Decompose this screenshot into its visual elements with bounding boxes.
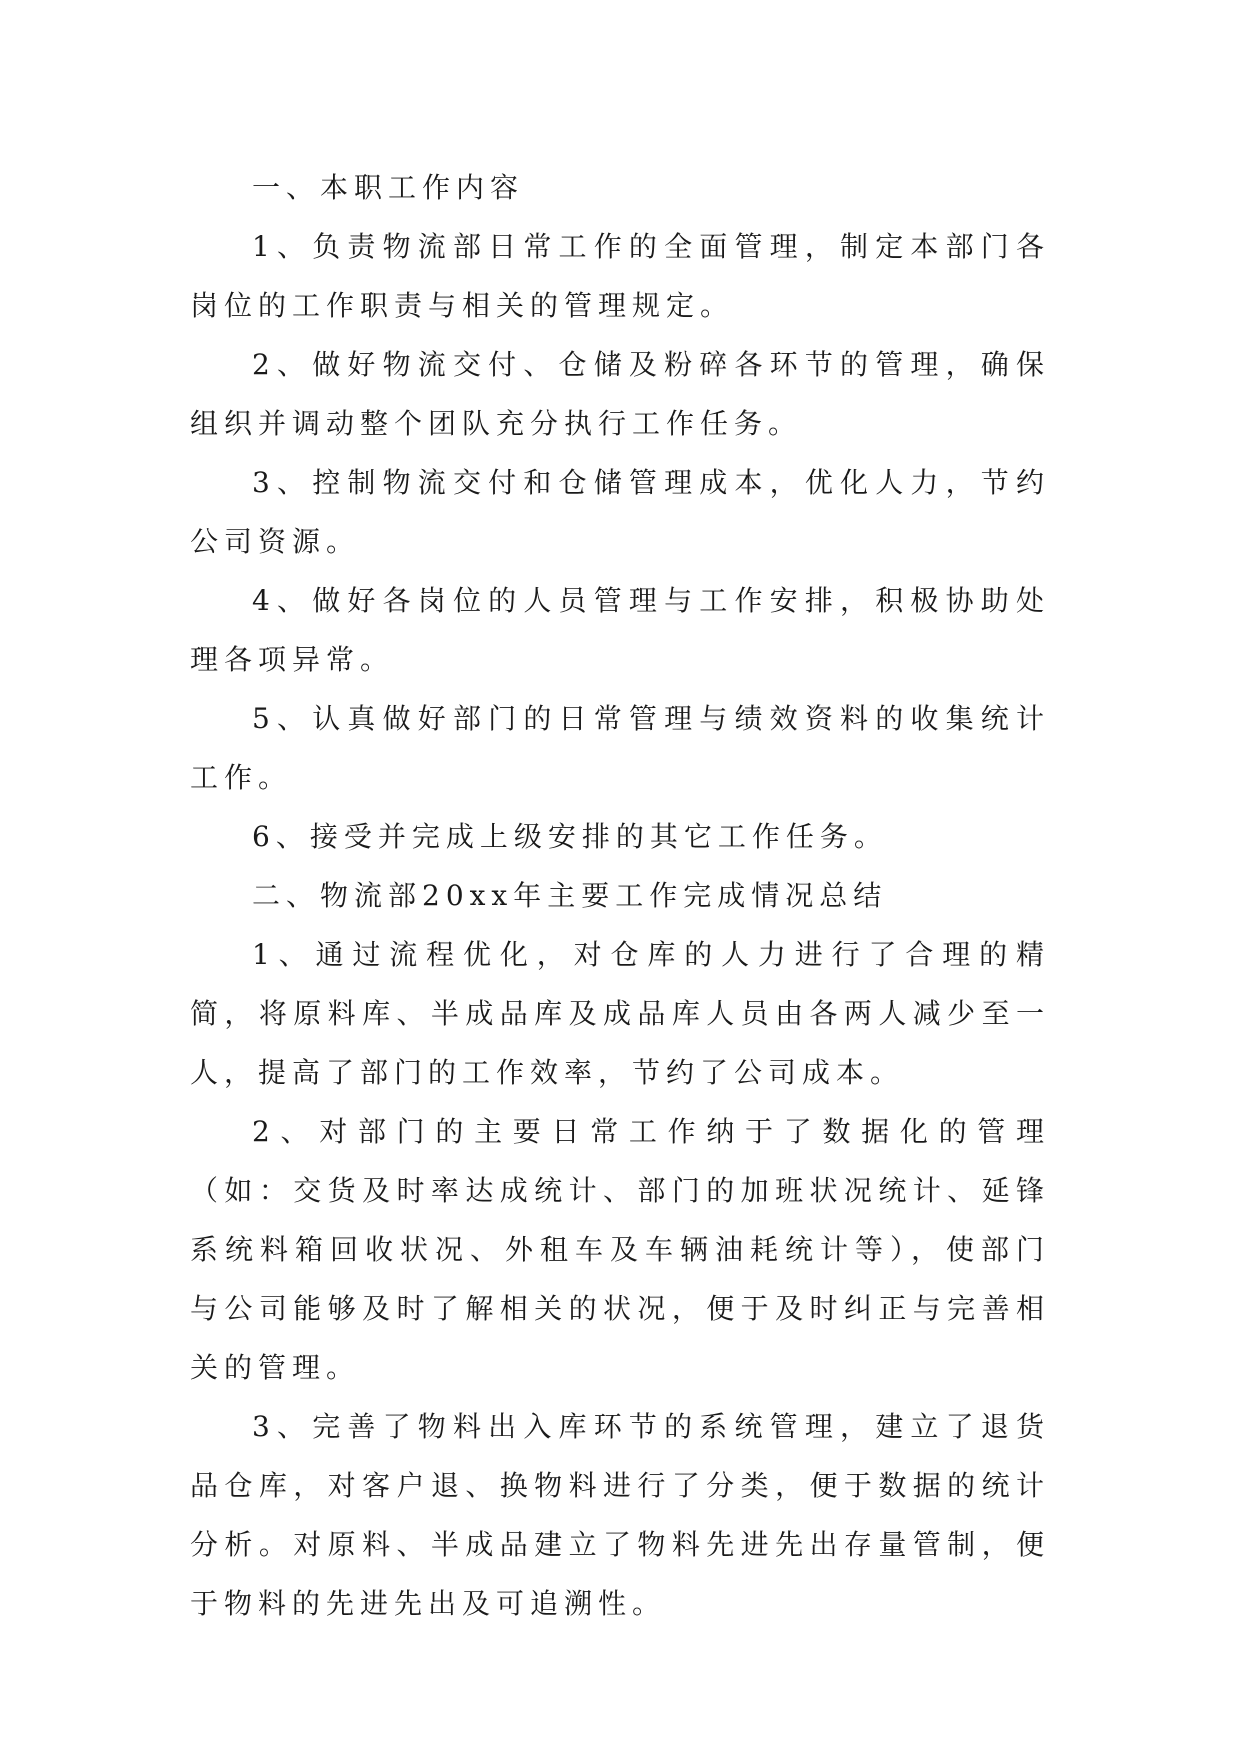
paragraph-1-2: 2、做好物流交付、仓储及粉碎各环节的管理，确保组织并调动整个团队充分执行工作任务。 bbox=[190, 348, 1050, 440]
paragraph-2-1: 1、通过流程优化，对仓库的人力进行了合理的精简，将原料库、半成品库及成品库人员由各两人减少至一人，提高了部门的工作效率，节约了公司成本。 bbox=[190, 938, 1050, 1089]
document-body bbox=[190, 158, 1050, 1633]
paragraph-1-3: 3、控制物流交付和仓储管理成本，优化人力，节约公司资源。 bbox=[190, 466, 1050, 558]
section-heading-2: 二、物流部20xx年主要工作完成情况总结 bbox=[252, 879, 888, 912]
paragraph-2-2: 2、对部门的主要日常工作纳于了数据化的管理（如：交货及时率达成统计、部门的加班状况统计、延锋系统料箱回收状况、外租车及车辆油耗统计等），使部门与公司能够及时了解相关的状况，便于及时纠正与完善相关的管理。 bbox=[190, 1115, 1050, 1384]
paragraph-1-6: 6、接受并完成上级安排的其它工作任务。 bbox=[252, 820, 888, 853]
paragraph-1-4: 4、做好各岗位的人员管理与工作安排，积极协助处理各项异常。 bbox=[190, 584, 1050, 676]
section-heading-1: 一、本职工作内容 bbox=[252, 171, 525, 204]
paragraph-2-3: 3、完善了物料出入库环节的系统管理，建立了退货品仓库，对客户退、换物料进行了分类，便于数据的统计分析。对原料、半成品建立了物料先进先出存量管制，便于物料的先进先出及可追溯性。 bbox=[190, 1410, 1050, 1620]
paragraph-1-5: 5、认真做好部门的日常管理与绩效资料的收集统计工作。 bbox=[190, 702, 1050, 794]
paragraph-1-1: 1、负责物流部日常工作的全面管理，制定本部门各岗位的工作职责与相关的管理规定。 bbox=[190, 230, 1050, 322]
